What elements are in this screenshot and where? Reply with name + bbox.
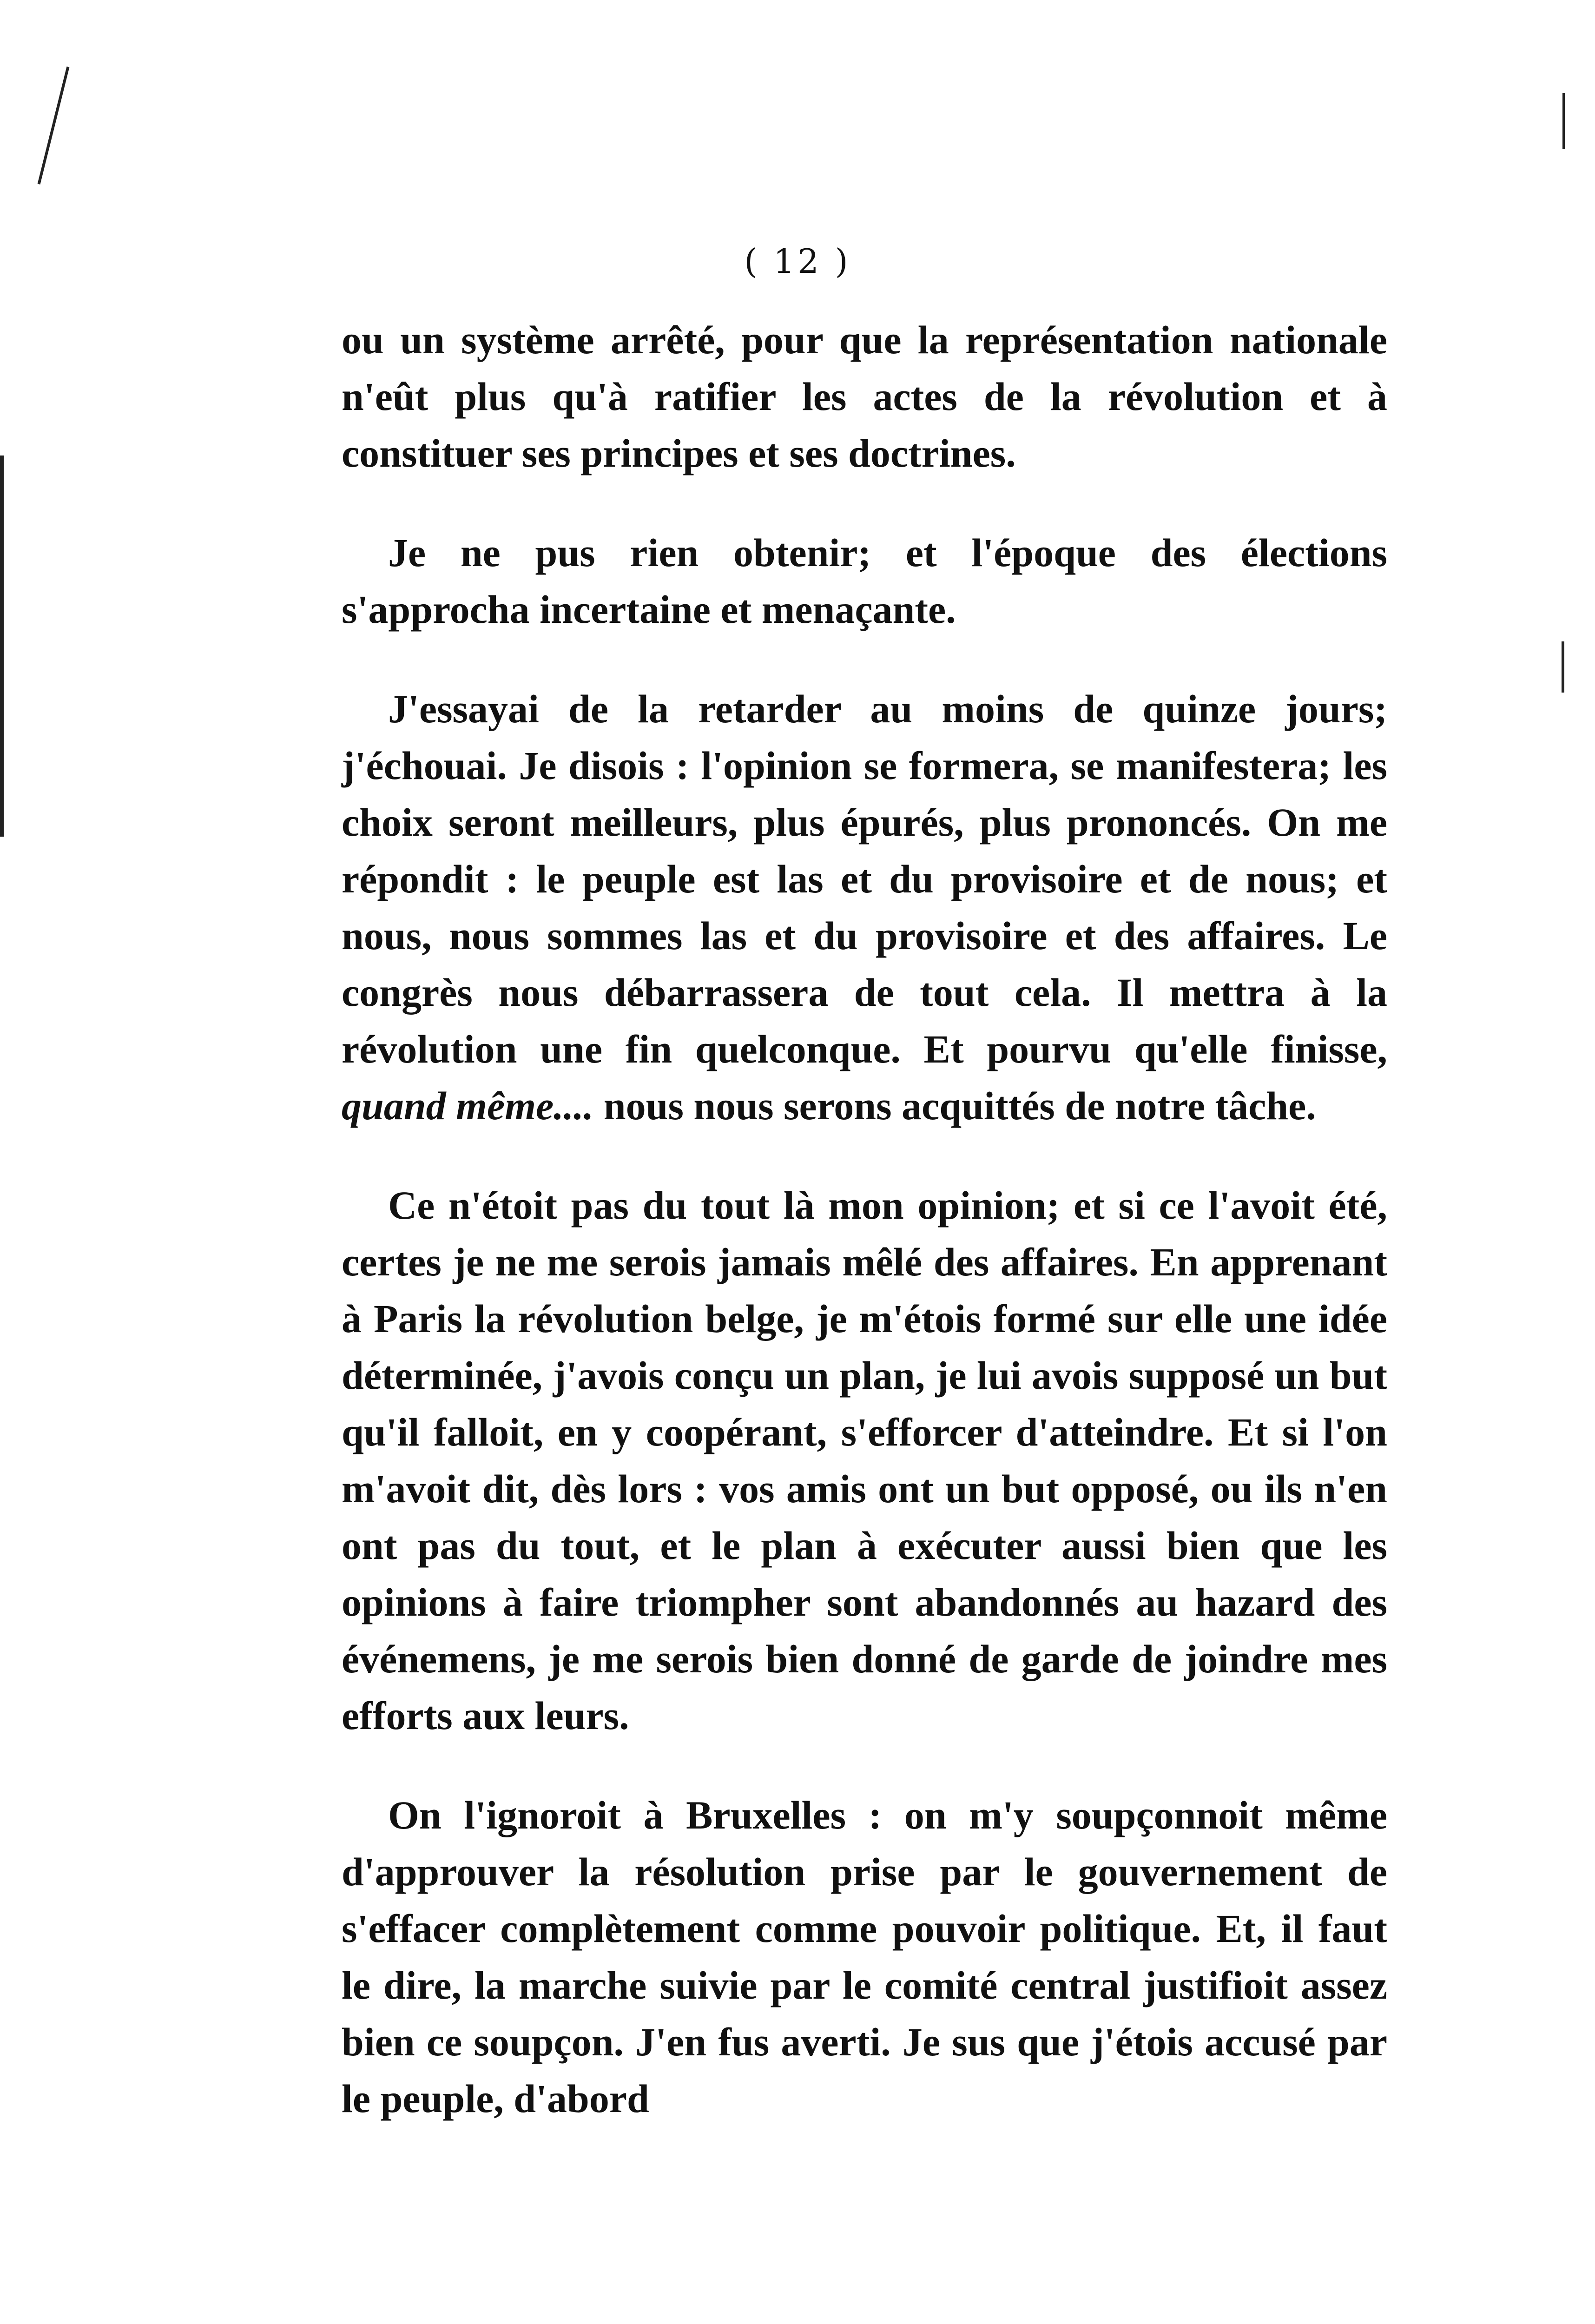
paragraph-2 <box>342 524 1387 638</box>
paragraph-1-text: ou un système arrêté, pour que la représentation nationale n'eût plus qu'à ratifier les actes de la révolution et à constituer ses principes et ses doctrines. <box>342 317 1387 475</box>
paragraph-1 <box>342 311 1387 482</box>
margin-tick-right <box>1562 93 1565 149</box>
margin-stroke-top-left <box>38 66 70 185</box>
margin-bracket-left <box>0 456 4 837</box>
paragraph-5 <box>342 1787 1387 2127</box>
margin-tick-right-2 <box>1562 641 1564 693</box>
paragraph-4-text: Ce n'étoit pas du tout là mon opinion; et si ce l'avoit été, certes je ne me serois jamais mêlé des affaires. En apprenant à Paris la révolution belge, je m'étois formé sur elle une idée déterminée, j'avois conçu un plan, je lui avois supposé un but qu'il falloit, en y coopérant, s'efforcer d'atteindre. Et si l'on m'avoit dit, dès lors : vos amis ont un but opposé, ou ils n'en ont pas du tout, et le plan à exécuter aussi bien que les opinions à faire triompher sont abandonnés au hazard des événemens, je me serois bien donné de garde de joindre mes efforts aux leurs. <box>342 1183 1387 1738</box>
paragraph-3-text-after: nous nous serons acquittés de notre tâche. <box>593 1083 1316 1128</box>
paragraph-5-text: On l'ignoroit à Bruxelles : on m'y soupçonnoit même d'approuver la résolution prise par le gouvernement de s'effacer complètement comme pouvoir politique. Et, il faut le dire, la marche suivie par le comité central justifioit assez bien ce soupçon. J'en fus averti. Je sus que j'étois accusé par le peuple, d'abord <box>342 1793 1387 2121</box>
body-text <box>342 311 1387 2127</box>
paragraph-4 <box>342 1177 1387 1744</box>
paragraph-2-text: Je ne pus rien obtenir; et l'époque des élections s'approcha incertaine et menaçante. <box>342 530 1387 632</box>
paragraph-3 <box>342 680 1387 1134</box>
paragraph-3-text: J'essayai de la retarder au moins de quinze jours; j'échouai. Je disois : l'opinion se formera, se manifestera; les choix seront meilleurs, plus épurés, plus prononcés. On me répondit : le peuple est las et du provisoire et de nous; et nous, nous sommes las et du provisoire et des affaires. Le congrès nous débarrassera de tout cela. Il mettra à la révolution une fin quelconque. Et pourvu qu'elle finisse, <box>342 687 1387 1071</box>
paragraph-3-emphasis: quand même.... <box>342 1083 594 1128</box>
page-number: ( 12 ) <box>744 242 851 281</box>
